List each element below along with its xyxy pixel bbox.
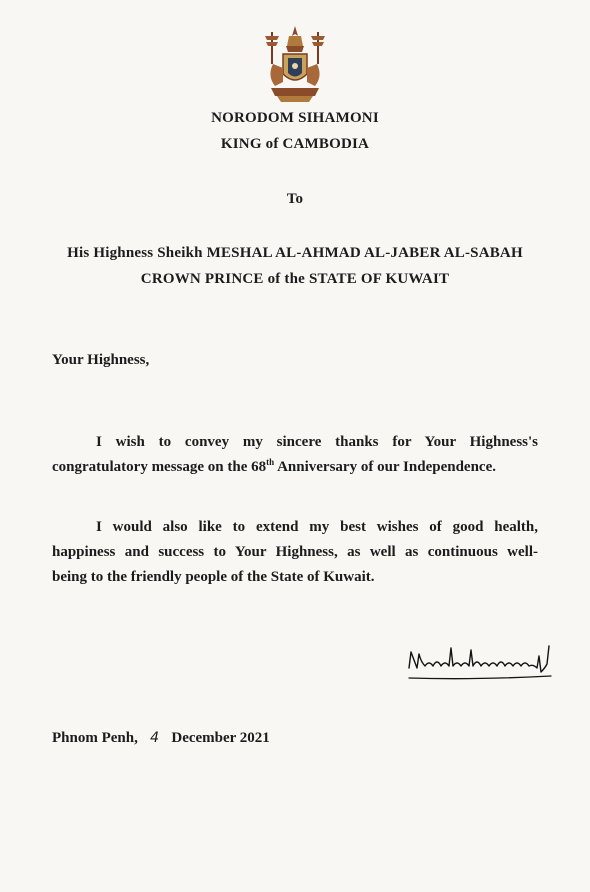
recipient-title: CROWN PRINCE of the STATE OF KUWAIT bbox=[140, 271, 450, 287]
month-year: December 2021 bbox=[171, 730, 270, 746]
handwritten-signature-icon bbox=[405, 638, 555, 686]
place-and-date bbox=[52, 730, 270, 747]
ordinal-suffix: th bbox=[266, 457, 275, 467]
handwritten-day: 4 bbox=[150, 730, 160, 746]
paragraph-wishes-line-1: I would also like to extend my best wishes of good health, bbox=[96, 519, 538, 535]
recipient-name: His Highness Sheikh MESHAL AL-AHMAD AL-JABER AL-SABAH bbox=[67, 245, 523, 261]
paragraph-wishes-line-3: being to the friendly people of the State of Kuwait. bbox=[52, 569, 375, 585]
place: Phnom Penh, bbox=[52, 730, 138, 746]
sender-title: KING of CAMBODIA bbox=[220, 136, 370, 152]
sender-name: NORODOM SIHAMONI bbox=[211, 110, 379, 126]
salutation: Your Highness, bbox=[52, 352, 150, 368]
paragraph-thanks bbox=[52, 430, 538, 480]
royal-coat-of-arms-icon bbox=[259, 24, 331, 104]
to-label: To bbox=[286, 191, 304, 207]
paragraph-wishes bbox=[52, 515, 538, 590]
paragraph-wishes-line-2: happiness and success to Your Highness, as well as continuous well- bbox=[52, 544, 538, 560]
paragraph-thanks-line-2: congratulatory message on the 68th Anniversary of our Independence. bbox=[52, 457, 496, 475]
paragraph-thanks-line-1: I wish to convey my sincere thanks for Your Highness's bbox=[96, 434, 538, 450]
